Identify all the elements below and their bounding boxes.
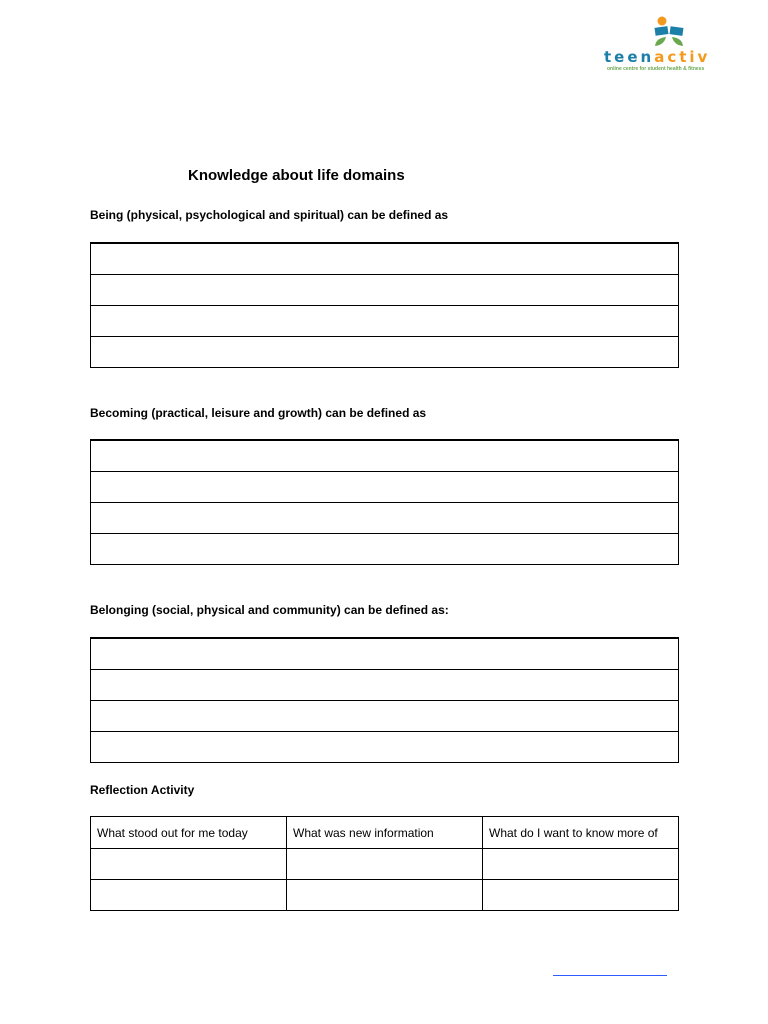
answer-line[interactable]	[91, 503, 679, 534]
answer-line[interactable]	[91, 440, 679, 472]
answer-line[interactable]	[91, 243, 679, 275]
reflection-cell[interactable]	[287, 880, 483, 911]
being-answer-table	[90, 242, 679, 368]
answer-line[interactable]	[91, 534, 679, 565]
logo-word-activ: activ	[654, 48, 711, 66]
reflection-cell[interactable]	[483, 880, 679, 911]
answer-line[interactable]	[91, 670, 679, 701]
reflection-table	[90, 816, 679, 911]
reflection-header-know-more: What do I want to know more of	[483, 817, 679, 849]
reflection-cell[interactable]	[483, 849, 679, 880]
becoming-answer-table	[90, 439, 679, 565]
footer-link-underline[interactable]	[553, 975, 667, 976]
answer-line[interactable]	[91, 337, 679, 368]
reflection-header-new-info: What was new information	[287, 817, 483, 849]
logo-wordmark	[604, 49, 738, 65]
section-being-label: Being (physical, psychological and spiritual) can be defined as	[90, 208, 449, 222]
answer-line[interactable]	[91, 472, 679, 503]
section-becoming-label: Becoming (practical, leisure and growth) can be defined as	[90, 406, 427, 420]
logo-word-teen: teen	[604, 48, 655, 66]
logo-figure-icon	[652, 16, 688, 48]
teenactiv-logo	[604, 16, 738, 72]
section-belonging-label: Belonging (social, physical and community) can be defined as:	[90, 603, 449, 617]
answer-line[interactable]	[91, 275, 679, 306]
logo-tagline: online centre for student health & fitness	[607, 66, 705, 72]
answer-line[interactable]	[91, 732, 679, 763]
answer-line[interactable]	[91, 306, 679, 337]
page-title: Knowledge about life domains	[188, 167, 405, 184]
reflection-cell[interactable]	[91, 880, 287, 911]
reflection-cell[interactable]	[91, 849, 287, 880]
answer-line[interactable]	[91, 638, 679, 670]
reflection-activity-label: Reflection Activity	[90, 783, 195, 797]
reflection-header-stood-out: What stood out for me today	[91, 817, 287, 849]
answer-line[interactable]	[91, 701, 679, 732]
reflection-cell[interactable]	[287, 849, 483, 880]
belonging-answer-table	[90, 637, 679, 763]
